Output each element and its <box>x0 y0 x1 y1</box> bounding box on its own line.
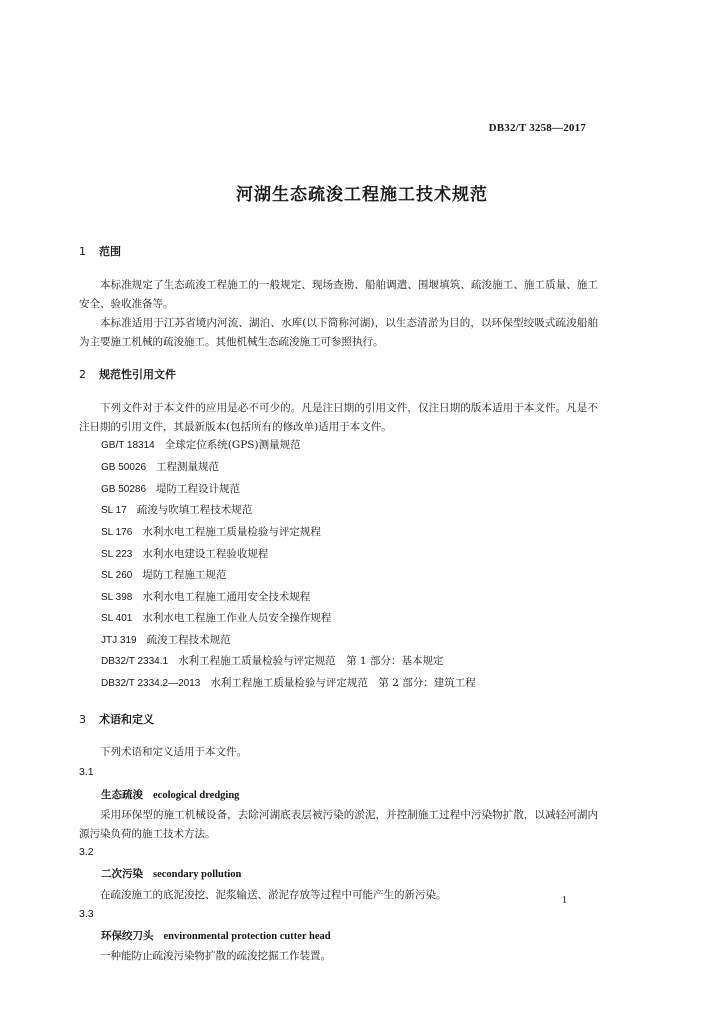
standard-code: DB32/T 3258—2017 <box>488 122 586 134</box>
reference-item: GB/T 18314 全球定位系统(GPS)测量规范 <box>101 439 301 451</box>
reference-item: SL 260 堤防工程施工规范 <box>101 569 227 581</box>
section-3-heading <box>79 711 154 727</box>
section-title: 术语和定义 <box>99 713 154 726</box>
section-title: 规范性引用文件 <box>99 368 176 381</box>
reference-item: DB32/T 2334.1 水利工程施工质量检验与评定规范 第 1 部分：基本规定 <box>101 655 444 667</box>
term-number: 3.2 <box>79 846 94 858</box>
section-2-heading <box>79 366 176 382</box>
term-number: 3.1 <box>79 766 94 778</box>
reference-item: SL 398 水利水电工程施工通用安全技术规程 <box>101 591 311 603</box>
term-number: 3.3 <box>79 908 94 920</box>
paragraph: 本标准适用于江苏省境内河流、湖泊、水库(以下简称河湖)，以生态清淤为目的，以环保型绞吸式疏浚船舶为主要施工机械的疏浚施工。其他机械生态疏浚施工可参照执行。 <box>79 317 598 348</box>
term-title: 生态疏浚 ecological dredging <box>101 789 240 801</box>
term-definition: 一种能防止疏浚污染物扩散的疏浚挖掘工作装置。 <box>100 950 331 962</box>
reference-item: SL 176 水利水电工程施工质量检验与评定规程 <box>101 526 321 538</box>
reference-item: SL 17 疏浚与吹填工程技术规范 <box>101 504 253 516</box>
reference-item: SL 401 水利水电工程施工作业人员安全操作规程 <box>101 612 332 624</box>
section-title: 范围 <box>99 245 121 258</box>
document-title: 河湖生态疏浚工程施工技术规范 <box>236 185 488 205</box>
reference-item: GB 50026 工程测量规范 <box>101 461 220 473</box>
paragraph: 下列术语和定义适用于本文件。 <box>100 746 247 758</box>
term-definition: 在疏浚施工的底泥浚挖、泥浆输送、淤泥存放等过程中可能产生的新污染。 <box>100 889 447 901</box>
paragraph: 下列文件对于本文件的应用是必不可少的。凡是注日期的引用文件，仅注日期的版本适用于本文件。凡是不注日期的引用文件，其最新版本(包括所有的修改单)适用于本文件。 <box>79 402 598 433</box>
page-number: 1 <box>562 895 567 906</box>
term-definition: 采用环保型的施工机械设备，去除河湖底表层被污染的淤泥，并控制施工过程中污染物扩散，以减轻河湖内源污染负荷的施工技术方法。 <box>79 809 598 840</box>
reference-item: GB 50286 堤防工程设计规范 <box>101 483 241 495</box>
term-title: 二次污染 secondary pollution <box>101 868 242 880</box>
section-number: 3 <box>79 713 86 726</box>
term-title: 环保绞刀头 environmental protection cutter head <box>101 930 331 942</box>
reference-item: JTJ 319 疏浚工程技术规范 <box>101 634 231 646</box>
reference-item: SL 223 水利水电建设工程验收规程 <box>101 548 269 560</box>
section-1-heading <box>79 243 121 259</box>
section-number: 1 <box>79 245 86 258</box>
paragraph: 本标准规定了生态疏浚工程施工的一般规定、现场查勘、船舶调遣、围堰填筑、疏浚施工、施工质量、施工安全、验收准备等。 <box>79 279 598 310</box>
section-number: 2 <box>79 368 86 381</box>
reference-item: DB32/T 2334.2—2013 水利工程施工质量检验与评定规范 第 2 部分：建筑工程 <box>101 677 476 689</box>
